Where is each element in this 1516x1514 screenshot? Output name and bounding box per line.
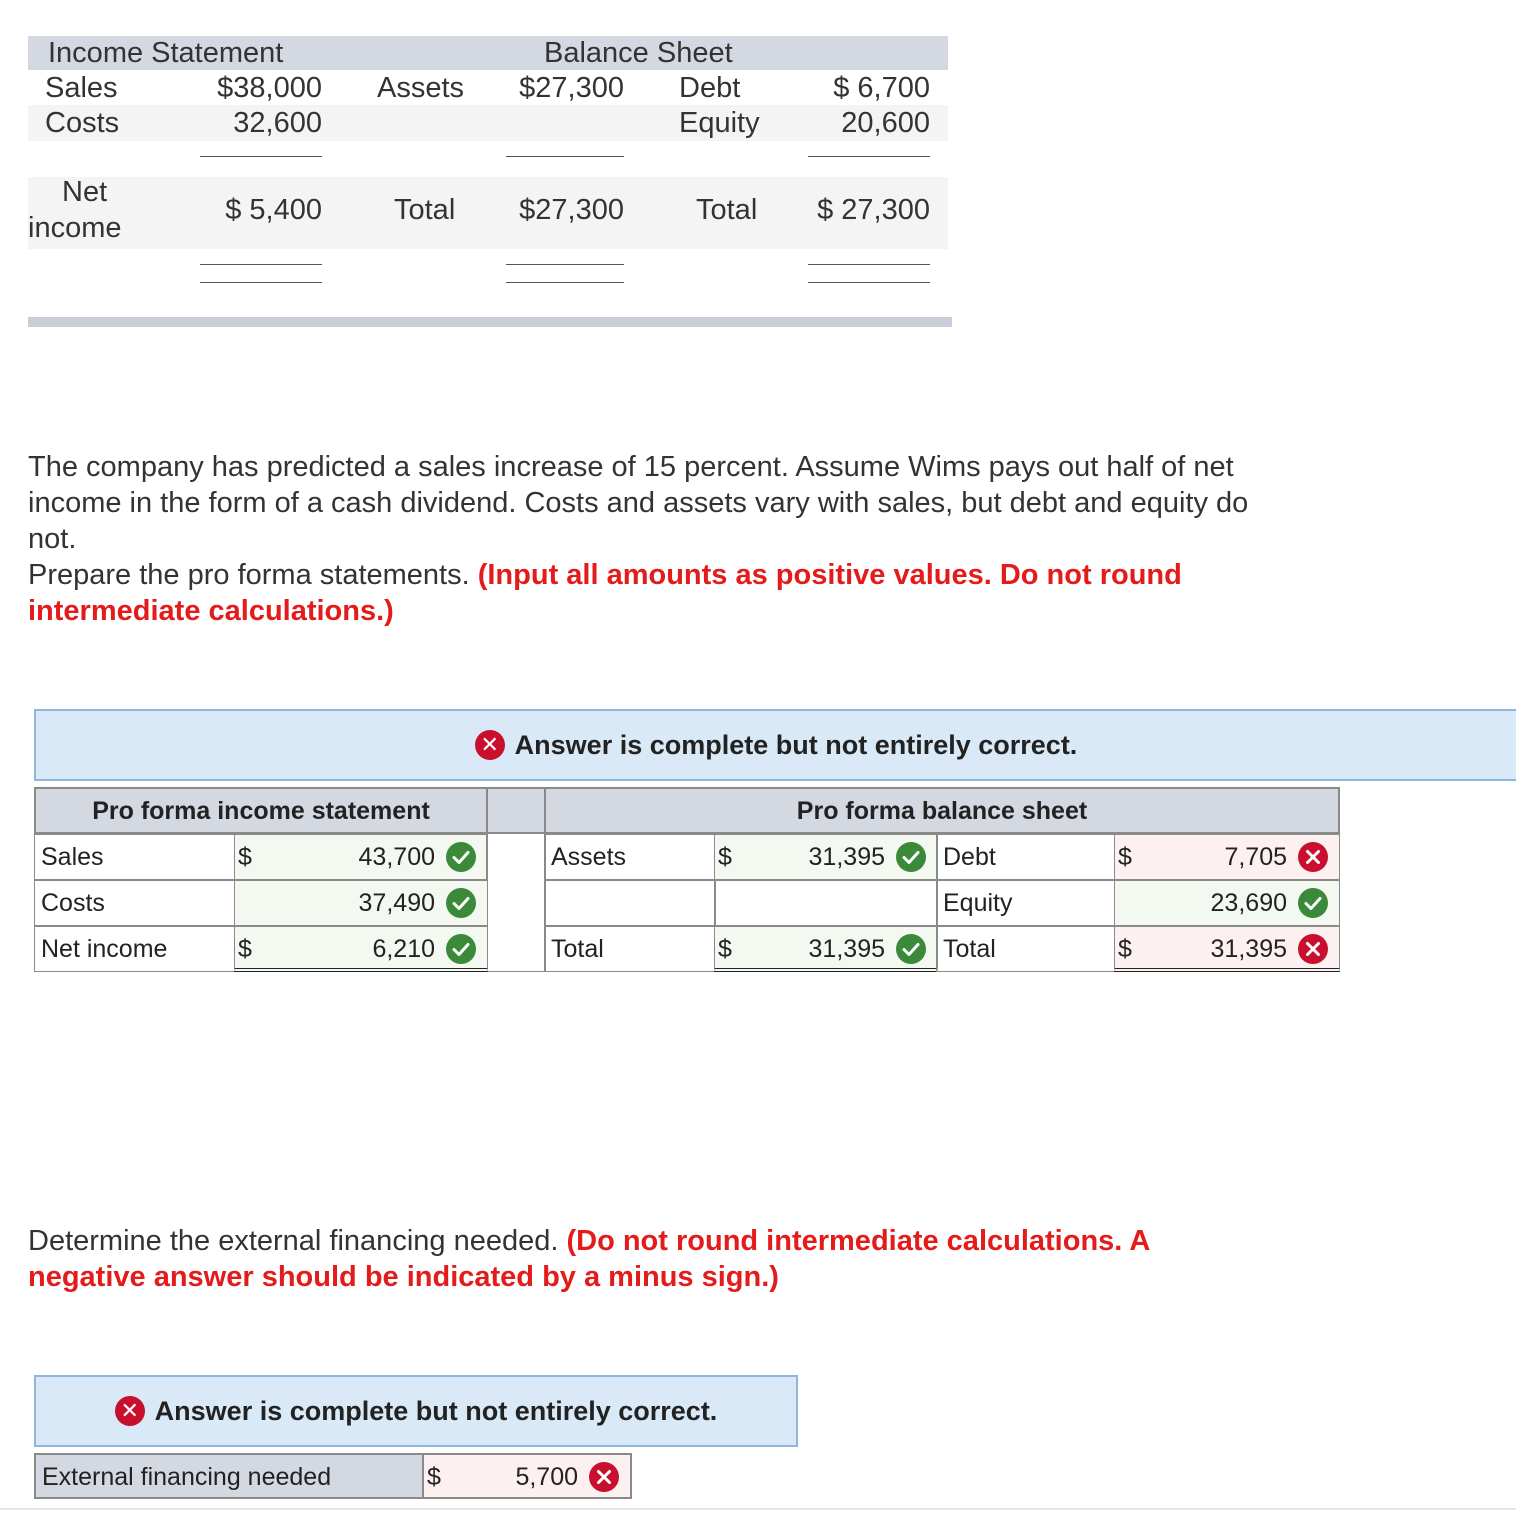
equity-value: 20,600 (841, 107, 930, 139)
proforma-assets-input[interactable] (714, 834, 938, 880)
assets-label: Assets (377, 72, 465, 104)
double-rule (506, 282, 624, 283)
proforma-sales-input[interactable] (234, 834, 488, 880)
empty-cell (714, 880, 938, 926)
total-liabilities-equity-label: Total (696, 194, 758, 226)
assets-value: $27,300 (519, 72, 624, 104)
proforma-total-le-label: Total (936, 926, 1116, 972)
double-rule (808, 264, 930, 265)
x-circle-icon (588, 1461, 620, 1493)
proforma-assets-value: 31,395 (808, 843, 885, 871)
question-text (28, 449, 1268, 629)
currency-symbol: $ (1118, 843, 1132, 871)
proforma-total-le-input[interactable] (1114, 926, 1340, 972)
proforma-equity-value: 23,690 (1210, 889, 1287, 917)
x-circle-icon (1297, 841, 1329, 873)
net-income-value: $ 5,400 (225, 194, 322, 226)
original-statements (28, 36, 952, 328)
x-circle-icon: ✕ (475, 730, 505, 760)
spacer-column (486, 834, 546, 972)
debt-label: Debt (679, 72, 741, 104)
net-income-label-line1: Net (62, 176, 108, 208)
currency-symbol: $ (427, 1463, 441, 1491)
debt-value: $ 6,700 (833, 72, 930, 104)
check-circle-icon (445, 841, 477, 873)
proforma-costs-value: 37,490 (358, 889, 435, 917)
check-circle-icon (445, 887, 477, 919)
proforma-income-title: Pro forma income statement (34, 787, 488, 834)
currency-symbol: $ (238, 843, 252, 871)
question2-note: (Do not round intermediate calculations. A negative answer should be indicated by a minus sign.) (28, 1225, 1150, 1293)
costs-label: Costs (45, 107, 120, 139)
equity-label: Equity (679, 107, 760, 139)
x-circle-icon: ✕ (115, 1396, 145, 1426)
proforma-total-assets-input[interactable] (714, 926, 938, 972)
answer-status-text: Answer is complete but not entirely correct. (154, 1395, 718, 1426)
currency-symbol: $ (238, 935, 252, 963)
external-financing-input[interactable] (422, 1453, 632, 1499)
currency-symbol: $ (718, 935, 732, 963)
spacer-header (486, 787, 546, 834)
net-income-label-line2: income (28, 212, 122, 244)
proforma-debt-value: 7,705 (1224, 843, 1287, 871)
check-circle-icon (1297, 887, 1329, 919)
proforma-total-assets-label: Total (544, 926, 716, 972)
proforma-net-income-value: 6,210 (372, 935, 435, 963)
proforma-sales-label: Sales (34, 834, 236, 880)
check-circle-icon (895, 933, 927, 965)
answer-status-banner-2 (34, 1375, 798, 1447)
proforma-equity-label: Equity (936, 880, 1116, 926)
question-paragraph: The company has predicted a sales increase of 15 percent. Assume Wims pays out half of net income in the form of a cash dividend. Costs and assets vary with sales, but debt and equity do not. (28, 451, 1249, 555)
question-note: (Input all amounts as positive values. Do not round intermediate calculations.) (28, 559, 1182, 627)
total-assets-label: Total (394, 194, 456, 226)
proforma-net-income-label: Net income (34, 926, 236, 972)
currency-symbol: $ (1118, 935, 1132, 963)
proforma-sales-value: 43,700 (358, 843, 435, 871)
costs-value: 32,600 (233, 107, 322, 139)
total-liabilities-equity-value: $ 27,300 (817, 194, 930, 226)
empty-cell (544, 880, 716, 926)
proforma-costs-input[interactable] (234, 880, 488, 926)
proforma-net-income-input[interactable] (234, 926, 488, 972)
proforma-debt-label: Debt (936, 834, 1116, 880)
double-rule (808, 282, 930, 283)
footer-bar (28, 317, 952, 327)
currency-symbol: $ (718, 843, 732, 871)
x-circle-icon (1297, 933, 1329, 965)
answer-status-text: Answer is complete but not entirely correct. (514, 729, 1078, 760)
question2-text (28, 1223, 1268, 1295)
proforma-costs-label: Costs (34, 880, 236, 926)
proforma-debt-input[interactable] (1114, 834, 1340, 880)
sales-label: Sales (45, 72, 118, 104)
proforma-total-assets-value: 31,395 (808, 935, 885, 963)
subtotal-rule (808, 156, 930, 157)
double-rule (200, 282, 322, 283)
check-circle-icon (895, 841, 927, 873)
proforma-total-le-value: 31,395 (1210, 935, 1287, 963)
question-prompt: Prepare the pro forma statements. (28, 559, 470, 591)
external-financing-label: External financing needed (34, 1453, 424, 1499)
answer-status-banner (34, 709, 1516, 781)
sales-value: $38,000 (217, 72, 322, 104)
question2-prompt: Determine the external financing needed. (28, 1225, 559, 1257)
proforma-equity-input[interactable] (1114, 880, 1340, 926)
proforma-balance-title: Pro forma balance sheet (544, 787, 1340, 834)
double-rule (200, 264, 322, 265)
check-circle-icon (445, 933, 477, 965)
external-financing-value: 5,700 (515, 1463, 578, 1491)
income-statement-title: Income Statement (48, 37, 284, 69)
subtotal-rule (200, 156, 322, 157)
total-assets-value: $27,300 (519, 194, 624, 226)
double-rule (506, 264, 624, 265)
balance-sheet-title: Balance Sheet (544, 37, 733, 69)
subtotal-rule (506, 156, 624, 157)
page-bottom-divider (0, 1508, 1516, 1510)
proforma-assets-label: Assets (544, 834, 716, 880)
